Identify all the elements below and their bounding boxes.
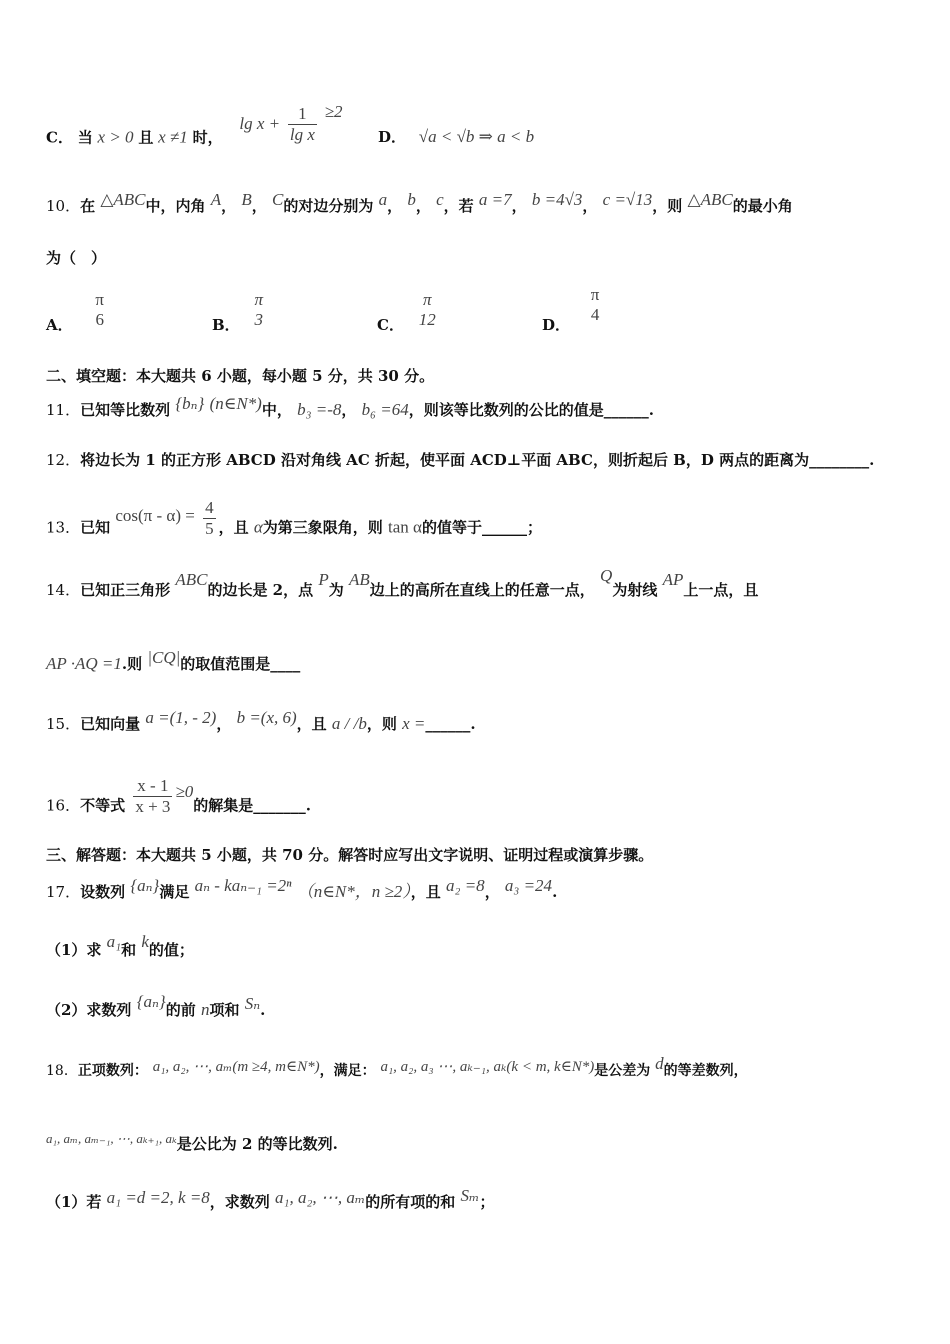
question-number: 13． <box>46 518 81 537</box>
question-number: 18． <box>46 1063 78 1079</box>
q9-option-c: C． 当 x > 0 且 x ≠1 时， lg x + $\frac{1}{\text{lg x}}$ ≥2 <box>46 101 343 147</box>
fraction: π 6 <box>95 290 105 329</box>
fraction: $\frac{1}{\text{lg x}}$ <box>289 104 315 144</box>
q16-question: 16．不等式 $\frac{x - 1}{x + 3}$ ≥0的解集是_______. <box>46 776 312 816</box>
q13-question: 13．已知 cos(π - α) = $\frac{4}{5}$ ，且 α为第三象限角，则 tan α的值等于______； <box>46 498 542 538</box>
q15-question: 15．已知向量 a =(1, - 2)， b =(x, 6)，且 a / /b，则 x =______. <box>46 708 476 733</box>
question-number: 17． <box>46 883 81 901</box>
q10-option-c: C． π 12 <box>377 290 436 334</box>
q10-continuation: 为（ ） <box>46 249 107 267</box>
fraction: π 12 <box>418 290 436 329</box>
question-number: 10． <box>46 197 81 215</box>
option-label: D． <box>378 128 407 146</box>
q18-continuation: a₁, aₘ, aₘ₋₁, ⋯, aₖ₊₁, aₖ是公比为 2 的等比数列. <box>46 1131 338 1153</box>
q10-option-b: B． π 3 <box>212 290 263 334</box>
question-number: 16． <box>46 796 81 815</box>
q9-option-d: D． √a < √b ⇒ a < b <box>378 127 535 146</box>
fraction: $\frac{x - 1}{x + 3}$ <box>135 776 171 816</box>
question-number: 11． <box>46 401 81 419</box>
q10-option-a: A． π 6 <box>46 290 105 334</box>
question-number: 12． <box>46 451 81 469</box>
q17-question: 17．设数列 {aₙ}满足 aₙ - kaₙ₋₁ =2ⁿ （n∈N*，n ≥2），且 a₂ =8， a₃ =24. <box>46 876 558 901</box>
fraction: π 3 <box>254 290 263 329</box>
q14-question: 14．已知正三角形 ABC的边长是 2，点 P为 AB边上的高所在直线上的任意一点， Q为射线 AP上一点，且 <box>46 566 759 599</box>
section-heading-solution: 三、解答题：本大题共 5 小题，共 70 分。解答时应写出文字说明、证明过程或演算步骤。 <box>46 846 654 864</box>
q18-question: 18．正项数列： a₁, a₂, ⋯, aₘ(m ≥4, m∈N*)，满足： a₁, a₂, a₃ ⋯, aₖ₋₁, aₖ(k < m, k∈N*)是公差为 d的等差数列， <box>46 1054 748 1079</box>
question-number: 15． <box>46 715 81 733</box>
q10-question: 10．在 △ABC中，内角 A， B， C的对边分别为 a， b， c，若 a =7， b =4√3， c =√13，则 △ABC的最小角 <box>46 190 793 215</box>
q17-part1: （1）求 a₁和 k的值； <box>46 932 194 959</box>
q14-continuation: AP ·AQ =1.则 |CQ|的取值范围是____ <box>46 648 301 673</box>
q18-part1: （1）若 a₁ =d =2, k =8，求数列 a₁, a₂, ⋯, aₘ的所有项的和 Sₘ； <box>46 1186 495 1211</box>
question-number: 14． <box>46 581 81 599</box>
q17-part2: （2）求数列 {aₙ}的前 n项和 Sₙ. <box>46 992 266 1019</box>
section-heading-fill-blank: 二、填空题：本大题共 6 小题，每小题 5 分，共 30 分。 <box>46 367 435 385</box>
q10-option-d: D． π 4 <box>542 285 600 334</box>
fraction: $\frac{4}{5}$ <box>205 498 214 538</box>
q11-question: 11．已知等比数列 {bₙ} (n∈N*)中， b₃ =-8， b₆ =64，则该等比数列的公比的值是______. <box>46 394 654 419</box>
fraction: π 4 <box>590 285 600 324</box>
q12-question: 12．将边长为 1 的正方形 ABCD 沿对角线 AC 折起，使平面 ACD⊥平面 ABC，则折起后 B，D 两点的距离为________. <box>46 451 875 469</box>
option-label: C． <box>46 128 73 147</box>
